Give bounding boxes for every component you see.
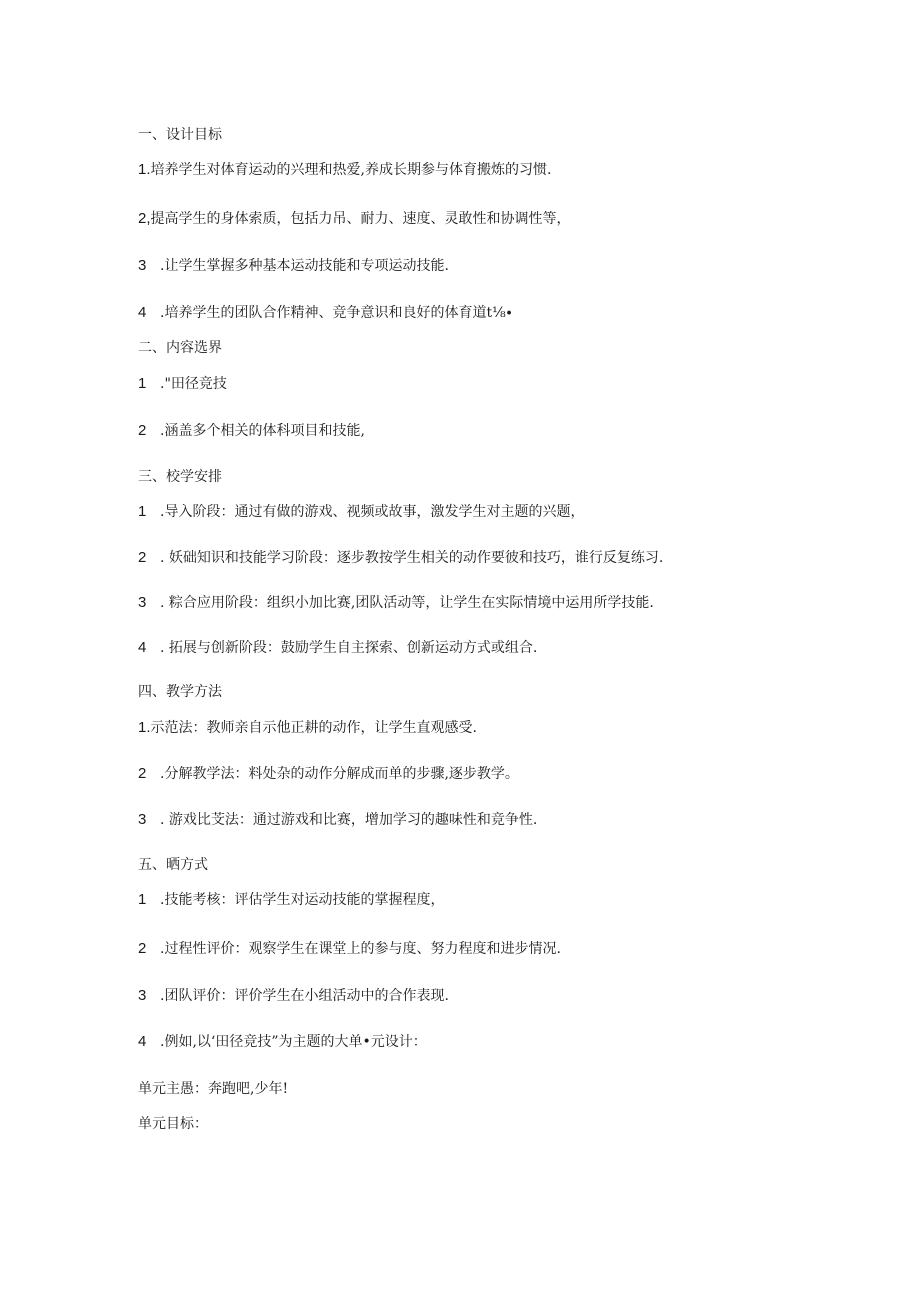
content-item-2 bbox=[138, 422, 365, 440]
item-number: 1. bbox=[138, 161, 151, 178]
line-text: .过程性评价：观察学生在课堂上的参与度、努力程度和进步情况. bbox=[160, 941, 561, 957]
item-number: 2 bbox=[138, 549, 147, 566]
line-text: .团队评价：评价学生在小组活动中的合作表现. bbox=[160, 988, 449, 1004]
goal-item-1 bbox=[138, 161, 551, 179]
line-text: 一、设计目标 bbox=[138, 127, 222, 143]
line-text: .培养学生的团队合作精神、竞争意识和良好的体育道t⅛∙ bbox=[160, 305, 513, 321]
method-item-1 bbox=[138, 719, 477, 737]
line-text: .分解教学法：料处杂的动作分解成而单的步骤,逐步教学。 bbox=[160, 766, 519, 782]
item-number: 4 bbox=[138, 639, 147, 656]
evaluation-item-1 bbox=[138, 891, 444, 909]
line-text: ."田径竞技 bbox=[160, 376, 227, 392]
goal-item-3 bbox=[138, 257, 449, 275]
line-text: 示范法：教师亲自示他正耕的动作，让学生直观感受. bbox=[150, 720, 477, 736]
section-heading-arrangement bbox=[138, 468, 222, 486]
line-text: . 妖础知识和技能学习阶段：逐步教按学生相关的动作要彼和技巧，谁行反复练习. bbox=[160, 550, 664, 566]
line-text: .例如,以‘田径竞技”为主题的大单•元设计： bbox=[160, 1034, 427, 1050]
item-number: 3 bbox=[138, 811, 147, 828]
item-number: 1 bbox=[138, 891, 147, 908]
section-heading-design-goals bbox=[138, 126, 222, 144]
line-text: . 拓展与创新阶段：鼓励学生自主探索、创新运动方式或组合. bbox=[160, 640, 538, 656]
item-number: 2 bbox=[138, 422, 147, 439]
unit-theme bbox=[138, 1080, 288, 1098]
content-item-1 bbox=[138, 375, 227, 393]
method-item-3 bbox=[138, 811, 537, 829]
section-heading-evaluation bbox=[138, 856, 208, 874]
item-number: 2 bbox=[138, 765, 147, 782]
item-number: 4 bbox=[138, 1033, 147, 1050]
goal-item-2 bbox=[138, 210, 571, 228]
line-text: 三、校学安排 bbox=[138, 469, 222, 485]
item-number: 1 bbox=[138, 375, 147, 392]
section-heading-content bbox=[138, 339, 222, 357]
item-number: 1 bbox=[138, 503, 147, 520]
line-text: 二、内容选界 bbox=[138, 340, 222, 356]
line-text: .导入阶段：通过有做的游戏、视频或故事，激发学生对主题的兴题， bbox=[160, 504, 585, 520]
method-item-2 bbox=[138, 765, 519, 783]
item-number: 3 bbox=[138, 987, 147, 1004]
line-text: . 游戏比芠法：通过游戏和比赛，增加学习的趣味性和竞争性. bbox=[160, 812, 538, 828]
line-text: 四、教学方法 bbox=[138, 684, 222, 700]
line-text: 培养学生对体育运动的兴理和热爱,养成长期参与体育搬炼的习惯. bbox=[150, 162, 552, 178]
line-text: 提高学生的身体索质，包括力吊、耐力、速度、灵敢性和协调性等， bbox=[150, 211, 571, 227]
line-text: 五、晒方式 bbox=[138, 857, 208, 873]
line-text: .让学生掌握多种基本运动技能和专项运动技能. bbox=[160, 258, 449, 274]
item-number: 3 bbox=[138, 257, 147, 274]
evaluation-item-4 bbox=[138, 1033, 427, 1051]
arrangement-item-2 bbox=[138, 549, 663, 567]
line-text: .技能考核：评估学生对运动技能的掌握程度， bbox=[160, 892, 445, 908]
unit-goals bbox=[138, 1115, 208, 1133]
goal-item-4 bbox=[138, 304, 513, 322]
arrangement-item-4 bbox=[138, 639, 537, 657]
item-number: 2 bbox=[138, 940, 147, 957]
line-text: 单元目标： bbox=[138, 1116, 208, 1132]
evaluation-item-3 bbox=[138, 987, 449, 1005]
line-text: 单元主愚：奔跑吧,少年! bbox=[138, 1081, 289, 1097]
line-text: .涵盖多个相关的体科项目和技能, bbox=[160, 423, 365, 439]
evaluation-item-2 bbox=[138, 940, 561, 958]
section-heading-methods bbox=[138, 683, 222, 701]
item-number: 4 bbox=[138, 304, 147, 321]
item-number: 2, bbox=[138, 210, 151, 227]
arrangement-item-1 bbox=[138, 503, 584, 521]
item-number: 1. bbox=[138, 719, 151, 736]
arrangement-item-3 bbox=[138, 594, 654, 612]
line-text: . 粽合应用阶段：组织小加比赛,团队活动等，让学生在实际情境中运用所学技能. bbox=[160, 595, 654, 611]
item-number: 3 bbox=[138, 594, 147, 611]
